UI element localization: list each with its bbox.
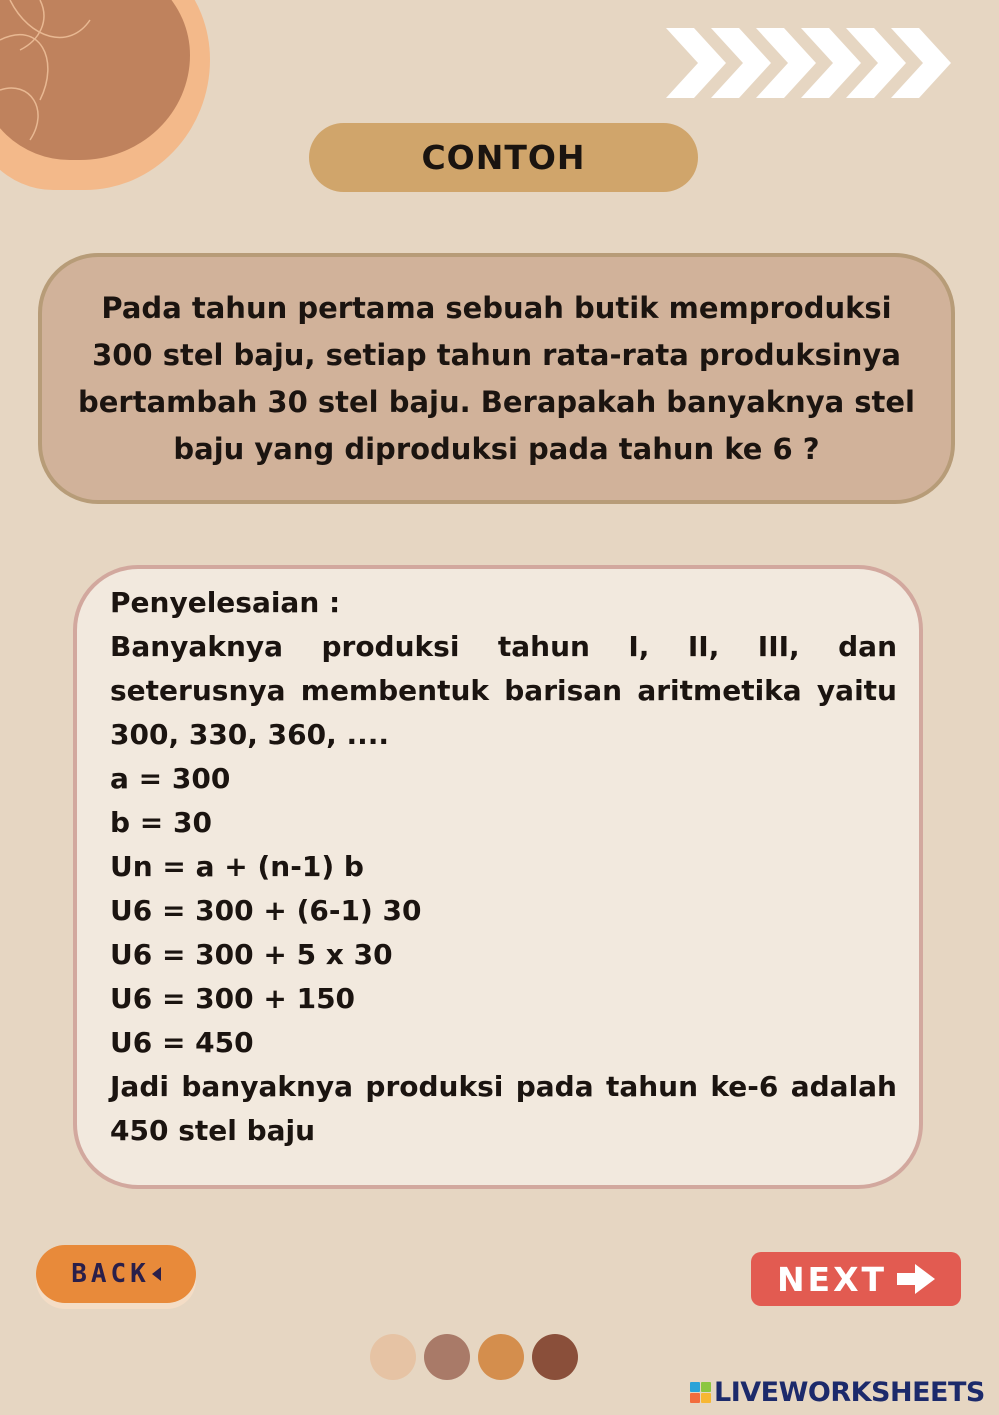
solution-conclusion: Jadi banyaknya produksi pada tahun ke-6 adalah 450 stel baju — [110, 1070, 897, 1147]
solution-step: U6 = 300 + 150 — [110, 982, 356, 1015]
question-text: Pada tahun pertama sebuah butik memproduksi 300 stel baju, setiap tahun rata-rata produksinya bertambah 30 stel baju. Berapakah banyaknya stel baju yang diproduksi pada tahun ke 6 ? — [77, 290, 915, 466]
color-dot — [532, 1334, 578, 1380]
decor-leaf-lines — [0, 0, 200, 170]
solution-intro: Banyaknya produksi tahun I, II, III, dan seterusnya membentuk barisan aritmetika yaitu 300, 330, 360, .... — [110, 630, 897, 751]
color-dots — [370, 1334, 578, 1380]
footer-brand: LIVEWORKSHEETS — [714, 1376, 985, 1408]
liveworksheets-logo — [690, 1375, 985, 1409]
question-box — [38, 253, 955, 504]
solution-step: b = 30 — [110, 806, 212, 839]
back-button-label: BACK — [71, 1259, 150, 1289]
next-button[interactable] — [751, 1252, 961, 1306]
next-button-label: NEXT — [776, 1259, 888, 1299]
solution-box — [73, 565, 923, 1189]
solution-step: a = 300 — [110, 762, 231, 795]
page-title: CONTOH — [309, 123, 698, 192]
color-dot — [370, 1334, 416, 1380]
left-triangle-icon — [152, 1267, 161, 1281]
solution-step: U6 = 300 + 5 x 30 — [110, 938, 393, 971]
solution-step: U6 = 300 + (6-1) 30 — [110, 894, 422, 927]
solution-heading: Penyelesaian : — [110, 586, 341, 619]
color-dot — [478, 1334, 524, 1380]
solution-step: U6 = 450 — [110, 1026, 254, 1059]
decor-chevrons — [666, 28, 962, 98]
logo-mark-icon — [690, 1382, 711, 1403]
back-button[interactable] — [36, 1245, 196, 1303]
solution-step: Un = a + (n-1) b — [110, 850, 364, 883]
color-dot — [424, 1334, 470, 1380]
right-arrow-icon — [897, 1264, 935, 1294]
